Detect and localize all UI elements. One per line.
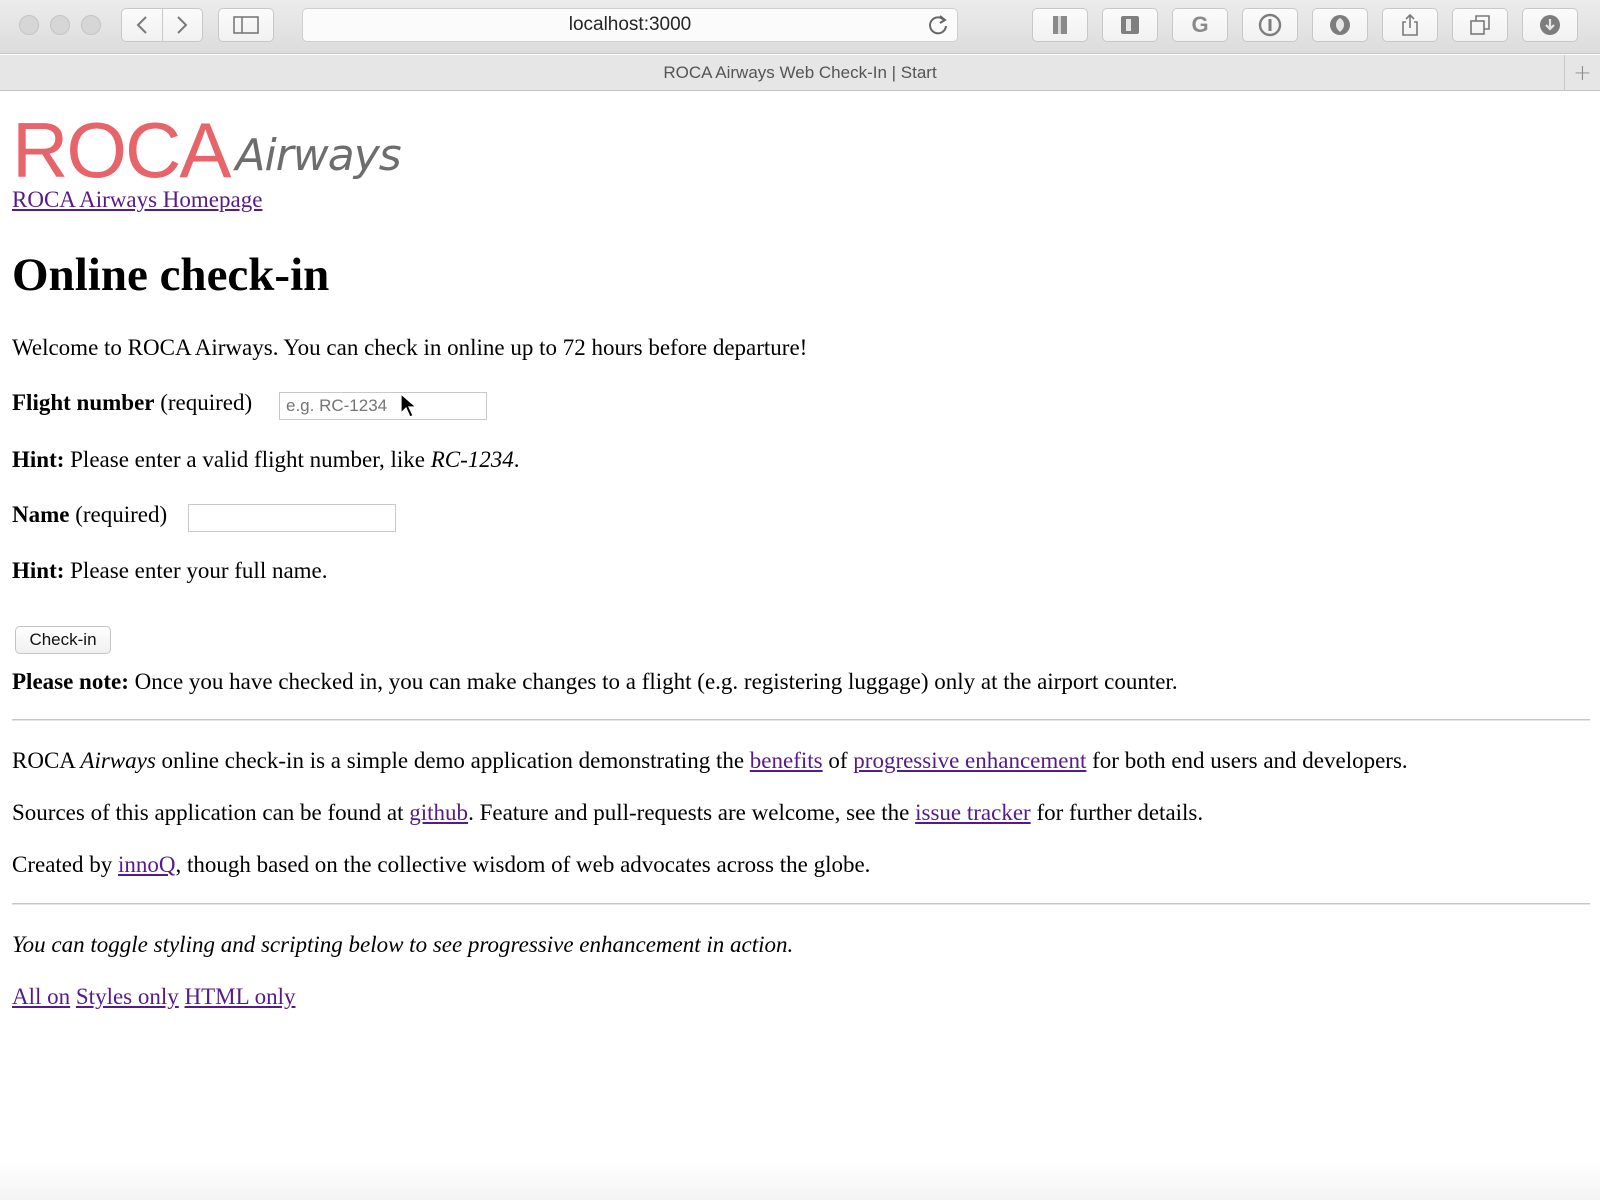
about-roca: ROCA [12, 748, 75, 773]
mouse-cursor-icon [400, 393, 418, 419]
tabs-overview-button[interactable] [1452, 8, 1508, 42]
name-hint-text: Please enter your full name. [70, 558, 328, 583]
extension-button-password[interactable] [1242, 8, 1298, 42]
extension-button-2[interactable] [1102, 8, 1158, 42]
all-on-link[interactable]: All on [12, 984, 71, 1009]
flight-number-input[interactable] [279, 392, 487, 420]
html-only-link[interactable]: HTML only [184, 984, 296, 1009]
about-desc: online check-in is a simple demo application demonstrating the [161, 748, 745, 773]
issue-tracker-link[interactable]: issue tracker [915, 800, 1031, 825]
note-body: Once you have checked in, you can make changes to a flight (e.g. registering luggage) only at the airport counter. [134, 669, 1178, 694]
chevron-right-icon [175, 15, 189, 35]
close-window-button[interactable] [19, 15, 39, 35]
flight-required-text: (required) [160, 390, 253, 415]
shield-icon [1328, 13, 1352, 37]
github-link[interactable]: github [409, 800, 469, 825]
about-airways: Airways [80, 748, 156, 773]
note-text [12, 669, 1178, 695]
page-bottom-fade [0, 1160, 1600, 1200]
name-hint-label: Hint: [12, 558, 65, 583]
name-required-text: (required) [75, 502, 168, 527]
g-extension-icon: G [1191, 12, 1209, 37]
reload-icon[interactable] [925, 12, 951, 38]
about-line-2 [12, 800, 1203, 826]
styles-only-link[interactable]: Styles only [75, 984, 179, 1009]
about-line-3 [12, 852, 870, 878]
about-line-1 [12, 748, 1408, 774]
note-label: Please note: [12, 669, 129, 694]
sources-text: Sources of this application can be found at [12, 800, 404, 825]
tab-bar [0, 55, 1600, 91]
further-details-text: for further details. [1036, 800, 1204, 825]
extension-button-shield[interactable] [1312, 8, 1368, 42]
feature-requests-text: . Feature and pull-requests are welcome, see the [468, 800, 910, 825]
page-title: Online check-in [12, 249, 330, 301]
new-tab-button[interactable]: + [1564, 55, 1600, 91]
bookmark-icon [1050, 14, 1070, 36]
back-button[interactable] [122, 9, 162, 41]
flight-hint-example: RC-1234 [430, 447, 514, 472]
minimize-window-button[interactable] [50, 15, 70, 35]
logo-brand: ROCA [12, 106, 230, 194]
flight-hint-label: Hint: [12, 447, 65, 472]
reader-icon [1119, 14, 1141, 36]
divider-1 [12, 719, 1590, 721]
name-label-text: Name [12, 502, 70, 527]
share-icon [1400, 13, 1420, 37]
benefits-link[interactable]: benefits [749, 748, 823, 773]
flight-hint-end: . [513, 447, 520, 472]
innoq-link[interactable]: innoQ [118, 852, 176, 877]
share-button[interactable] [1382, 8, 1438, 42]
extension-button-g[interactable] [1172, 8, 1228, 42]
flight-hint-text: Please enter a valid flight number, like [70, 447, 425, 472]
browser-toolbar [0, 0, 1600, 54]
flight-label-text: Flight number [12, 390, 155, 415]
download-icon [1538, 13, 1562, 37]
sidebar-icon [233, 16, 259, 34]
divider-2 [12, 903, 1590, 905]
progressive-enhancement-link[interactable]: progressive enhancement [853, 748, 1087, 773]
chevron-left-icon [135, 15, 149, 35]
password-manager-icon [1258, 13, 1282, 37]
active-tab-title[interactable]: ROCA Airways Web Check-In | Start [663, 62, 937, 82]
roca-airways-logo [12, 105, 401, 194]
forward-button[interactable] [162, 9, 203, 41]
flight-number-label [12, 390, 252, 416]
sidebar-toggle-button[interactable] [218, 8, 274, 42]
created-by-text: Created by [12, 852, 113, 877]
nav-buttons [121, 8, 203, 42]
toggle-links [12, 984, 295, 1010]
flight-hint [12, 447, 520, 473]
extension-button-1[interactable] [1032, 8, 1088, 42]
homepage-link[interactable]: ROCA Airways Homepage [12, 187, 263, 212]
collective-wisdom-text: , though based on the collective wisdom of web advocates across the globe. [175, 852, 871, 877]
tabs-icon [1469, 14, 1491, 36]
name-input[interactable] [188, 504, 396, 532]
logo-suffix: Airways [235, 130, 401, 181]
about-end: for both end users and developers. [1092, 748, 1408, 773]
downloads-button[interactable] [1522, 8, 1578, 42]
name-label [12, 502, 167, 528]
welcome-text: Welcome to ROCA Airways. You can check in online up to 72 hours before departure! [12, 335, 808, 360]
toggle-text: You can toggle styling and scripting below to see progressive enhancement in action. [12, 932, 794, 957]
about-of: of [828, 748, 848, 773]
zoom-window-button[interactable] [81, 15, 101, 35]
name-hint [12, 558, 328, 584]
address-bar[interactable] [302, 8, 958, 42]
check-in-button[interactable]: Check-in [15, 626, 111, 654]
url-text: localhost:3000 [568, 14, 692, 35]
